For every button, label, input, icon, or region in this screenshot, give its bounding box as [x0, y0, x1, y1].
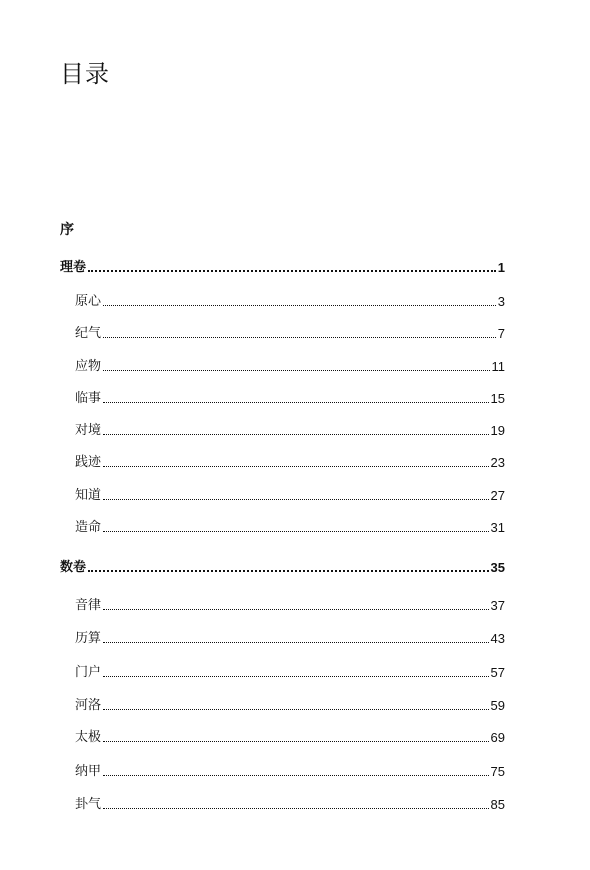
toc-label: 门户: [75, 665, 102, 680]
toc-page-number: 1: [497, 260, 505, 275]
toc-page-number: 37: [490, 598, 505, 613]
toc-entry-row[interactable]: [75, 760, 505, 780]
toc-page-number: 7: [497, 326, 505, 341]
toc-page-number: 27: [490, 488, 505, 503]
preface-heading[interactable]: 序: [60, 222, 74, 238]
dot-leader: [103, 775, 489, 776]
toc-label: 对境: [75, 423, 102, 438]
toc-page-number: 57: [490, 665, 505, 680]
toc-entry-row[interactable]: [75, 484, 505, 504]
toc-page-number: 15: [490, 391, 505, 406]
toc-page-number: 75: [490, 764, 505, 779]
toc-label: 践迹: [75, 455, 102, 470]
toc-label: 造命: [75, 520, 102, 535]
toc-label: 临事: [75, 391, 102, 406]
toc-page-number: 3: [497, 294, 505, 309]
toc-page-number: 59: [490, 698, 505, 713]
toc-entry-row[interactable]: [75, 627, 505, 647]
toc-page-number: 85: [490, 797, 505, 812]
toc-page-number: 11: [491, 359, 505, 374]
dot-leader: [103, 402, 489, 403]
toc-entry-row[interactable]: [75, 516, 505, 536]
toc-label: 知道: [75, 488, 102, 503]
dot-leader: [103, 499, 489, 500]
page-title: 目录: [60, 60, 110, 88]
dot-leader: [103, 808, 489, 809]
toc-label: 理卷: [60, 260, 87, 275]
toc-page-number: 19: [490, 423, 505, 438]
toc-label: 河洛: [75, 698, 102, 713]
dot-leader: [103, 370, 489, 371]
toc-label: 音律: [75, 598, 102, 613]
dot-leader: [103, 434, 489, 435]
toc-section-row[interactable]: [60, 256, 505, 276]
toc-label: 原心: [75, 294, 102, 309]
dot-leader: [103, 609, 489, 610]
toc-page-number: 35: [490, 560, 505, 575]
toc-entry-row[interactable]: [75, 661, 505, 681]
dot-leader: [103, 676, 489, 677]
toc-page-number: 43: [490, 631, 505, 646]
dot-leader: [103, 466, 489, 467]
dot-leader: [103, 709, 489, 710]
dot-leader: [103, 305, 496, 306]
toc-label: 太极: [75, 730, 102, 745]
toc-entry-row[interactable]: [75, 355, 505, 375]
dot-leader: [103, 337, 496, 338]
toc-label: 应物: [75, 359, 102, 374]
toc-entry-row[interactable]: [75, 594, 505, 614]
toc-entry-row[interactable]: [75, 419, 505, 439]
toc-entry-row[interactable]: [75, 726, 505, 746]
toc-section-row[interactable]: [60, 556, 505, 576]
toc-page-number: 31: [490, 520, 505, 535]
toc-entry-row[interactable]: [75, 290, 505, 310]
toc-entry-row[interactable]: [75, 451, 505, 471]
toc-entry-row[interactable]: [75, 322, 505, 342]
toc-label: 历算: [75, 631, 102, 646]
dot-leader: [103, 642, 489, 643]
dot-leader: [88, 270, 496, 272]
toc-label: 数卷: [60, 560, 87, 575]
dot-leader: [88, 570, 489, 572]
toc-label: 纪气: [75, 326, 102, 341]
dot-leader: [103, 741, 489, 742]
toc-entry-row[interactable]: [75, 694, 505, 714]
toc-page-number: 69: [490, 730, 505, 745]
toc-entry-row[interactable]: [75, 387, 505, 407]
toc-page-number: 23: [490, 455, 505, 470]
toc-label: 卦气: [75, 797, 102, 812]
dot-leader: [103, 531, 489, 532]
toc-label: 纳甲: [75, 764, 102, 779]
toc-entry-row[interactable]: [75, 793, 505, 813]
